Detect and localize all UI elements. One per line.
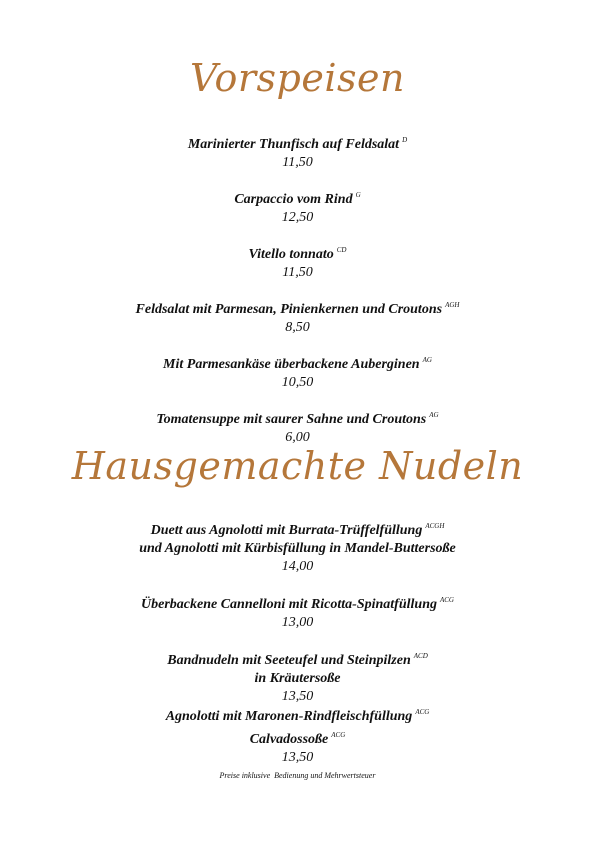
section-title-pasta: Hausgemachte Nudeln — [71, 444, 524, 488]
menu-item — [0, 241, 595, 282]
dish-name: Überbackene Cannelloni mit Ricotta-Spinatfüllung — [141, 597, 437, 612]
dish-price: 6,00 — [285, 430, 310, 445]
allergen-codes: ACG — [415, 708, 430, 716]
allergen-codes: CD — [336, 246, 347, 254]
menu-item — [0, 186, 595, 227]
allergen-codes: AG — [429, 411, 439, 419]
allergen-codes: D — [402, 136, 408, 144]
dish-name-line1: Bandnudeln mit Seeteufel und Steinpilzen — [167, 653, 411, 668]
dish-price: 12,50 — [281, 210, 314, 225]
dish-price: 13,50 — [281, 750, 314, 765]
dish-name: Marinierter Thunfisch auf Feldsalat — [187, 137, 400, 152]
section-title-starters: Vorspeisen — [190, 56, 405, 100]
dish-price: 13,00 — [281, 615, 314, 630]
dish-name-line1: Duett aus Agnolotti mit Burrata-Trüffelfüllung — [150, 523, 423, 538]
dish-name-line2: und Agnolotti mit Kürbisfüllung in Mandel-Buttersoße — [139, 541, 456, 556]
price-footnote: Preise inklusive Bedienung und Mehrwertsteuer — [219, 771, 376, 780]
menu-item — [0, 647, 595, 706]
dish-price: 8,50 — [285, 320, 310, 335]
allergen-codes: AG — [422, 356, 432, 364]
allergen-codes: G — [355, 191, 361, 199]
menu-item — [0, 517, 595, 576]
allergen-codes: ACG — [439, 596, 454, 604]
dish-price: 11,50 — [282, 155, 313, 170]
dish-name-line2: Calvadossoße — [249, 732, 329, 747]
dish-name-line1: Agnolotti mit Maronen-Rindfleischfüllung — [165, 709, 413, 724]
dish-name: Carpaccio vom Rind — [234, 192, 353, 207]
allergen-codes: ACD — [413, 652, 428, 660]
menu-item — [0, 351, 595, 392]
menu-item — [0, 591, 595, 632]
menu-item — [0, 703, 595, 767]
allergen-codes: ACGH — [425, 522, 445, 530]
dish-price: 10,50 — [281, 375, 314, 390]
dish-name-line2: in Kräutersoße — [254, 671, 341, 686]
dish-name: Tomatensuppe mit saurer Sahne und Croutons — [156, 412, 427, 427]
dish-name: Mit Parmesankäse überbackene Auberginen — [163, 357, 420, 372]
menu-item — [0, 296, 595, 337]
dish-name: Vitello tonnato — [248, 247, 334, 262]
menu-item — [0, 406, 595, 447]
allergen-codes: AGH — [445, 301, 460, 309]
allergen-codes: ACG — [331, 731, 346, 739]
dish-price: 11,50 — [282, 265, 313, 280]
menu-item — [0, 131, 595, 172]
dish-price: 14,00 — [281, 559, 314, 574]
dish-name: Feldsalat mit Parmesan, Pinienkernen und Croutons — [135, 302, 443, 317]
dish-price: 13,50 — [281, 689, 314, 704]
